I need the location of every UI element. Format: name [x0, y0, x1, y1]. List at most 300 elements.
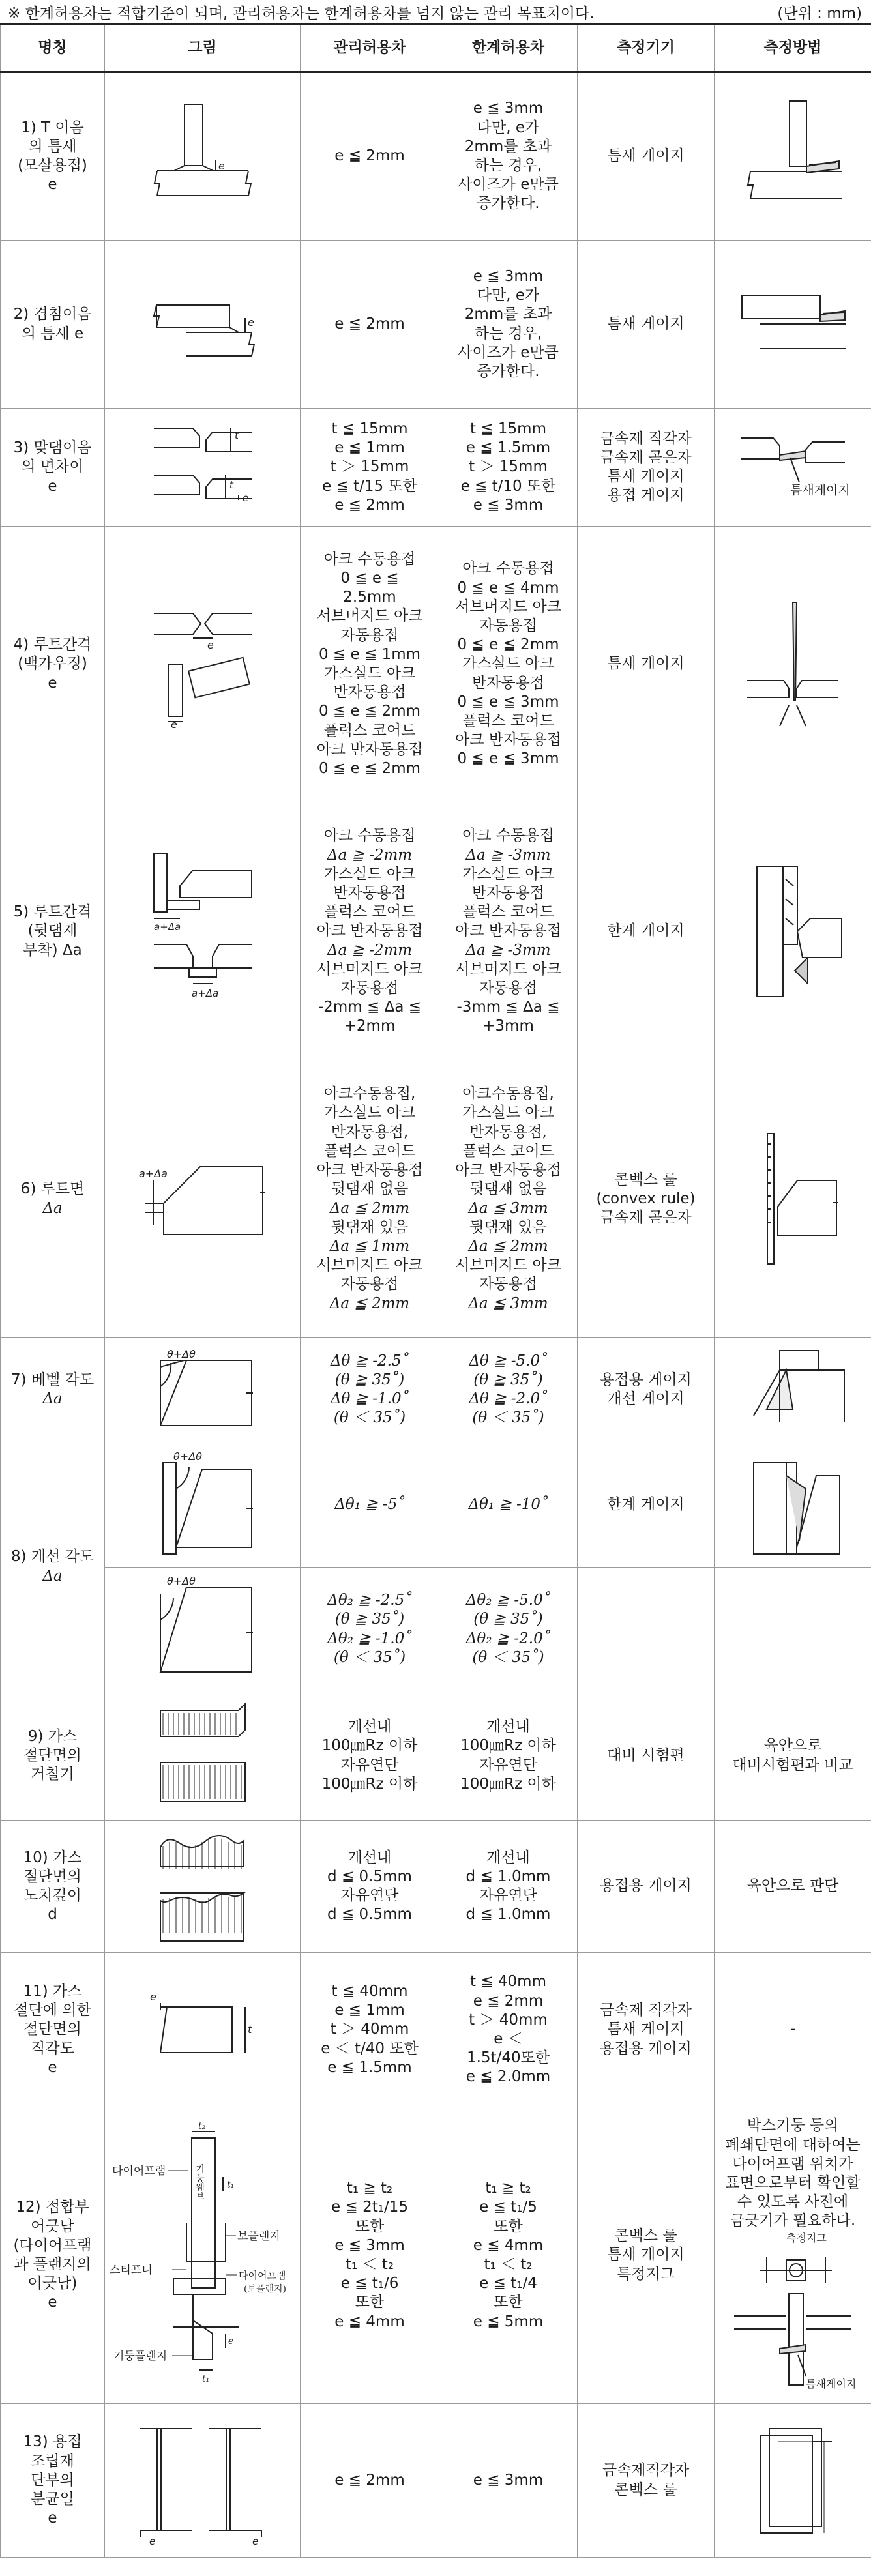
svg-text:e: e — [242, 492, 248, 504]
limit-line: 0 ≦ e ≦ 2mm — [457, 636, 559, 654]
svg-text:e: e — [207, 639, 214, 651]
limit-cell — [439, 1568, 578, 1691]
bevel-angle-figure — [147, 1347, 258, 1432]
figure-cell — [105, 1061, 301, 1338]
instrument-line: 금속제 직각자 — [600, 430, 692, 447]
limit-cell — [439, 409, 578, 527]
name-cell — [1, 1691, 105, 1821]
limit-line: 뒷댐재 없음 — [469, 1180, 547, 1198]
management-line: t ≦ 40mm — [331, 1982, 408, 2000]
svg-text:θ+Δθ: θ+Δθ — [173, 1450, 202, 1463]
table-row — [1, 2404, 871, 2558]
instrument-line: 틈새 게이지 — [607, 315, 685, 332]
limit-cell — [439, 1953, 578, 2107]
name-cell — [1, 527, 105, 802]
management-line: 가스실드 아크 — [323, 665, 416, 682]
table-row — [1, 1338, 871, 1442]
instrument-line: 콘벡스 룰 — [614, 1171, 677, 1188]
name-cell — [1, 1953, 105, 2107]
limit-line: 다만, e가 — [477, 119, 540, 136]
name-line: 4) 루트간격 — [13, 636, 92, 654]
name-line: d — [48, 1906, 57, 1924]
groove-angle-1-figure — [147, 1450, 258, 1560]
table-row — [1, 1953, 871, 2107]
limit-line: 또한 — [494, 2217, 523, 2235]
management-line: e ≦ 3mm — [334, 2236, 405, 2254]
label-gauge: 틈새게이지 — [806, 2377, 857, 2390]
svg-text:t: t — [234, 430, 239, 441]
limit-line: 반자동용접, — [469, 1123, 547, 1141]
table-row — [1, 1691, 871, 1821]
groove-gauge-figure — [741, 1450, 845, 1560]
name-line: 어긋남) — [27, 2275, 78, 2292]
svg-text:θ+Δθ: θ+Δθ — [166, 1574, 196, 1587]
management-line: Δa ≦ 2mm — [329, 1295, 410, 1312]
limit-line: Δa ≦ 2mm — [468, 1237, 548, 1255]
figure-cell — [105, 1821, 301, 1953]
limit-line: 0 ≦ e ≦ 4mm — [457, 579, 559, 596]
limit-line: e ≦ t₁/4 — [479, 2275, 537, 2292]
figure-cell — [105, 1338, 301, 1442]
table-row — [1, 1061, 871, 1338]
figure-cell — [105, 241, 301, 409]
limit-line: t₁ ≧ t₂ — [485, 2180, 531, 2197]
name-cell — [1, 1442, 105, 1691]
limit-cell — [439, 1338, 578, 1442]
limit-line: 다만, e가 — [477, 287, 540, 304]
limit-line: e ≦ 3mm — [473, 267, 544, 285]
management-line: e ＜ t/40 또한 — [321, 2040, 419, 2057]
name-cell — [1, 1821, 105, 1953]
name-line: e — [48, 2058, 57, 2076]
instrument-line: 용접용 게이지 — [600, 2040, 692, 2057]
name-line: 조립재 — [31, 2452, 74, 2470]
name-line: 3) 맞댐이음 — [13, 439, 92, 457]
limit-line: e ＜ — [494, 2030, 523, 2047]
limit-line: t ＞ 40mm — [469, 2011, 548, 2028]
instrument-cell — [578, 1821, 715, 1953]
name-line: (뒷댐재 — [27, 922, 78, 940]
name-cell — [1, 802, 105, 1061]
management-line: Δθ₁ ≧ -5˚ — [334, 1495, 405, 1513]
management-line: 서브머지드 아크 — [316, 1257, 423, 1274]
limit-line: 플럭스 코어드 — [462, 712, 554, 729]
name-line: 절단면의 — [23, 2021, 81, 2038]
name-line: 1) T 이음 — [21, 119, 84, 136]
limit-cell — [439, 527, 578, 802]
instrument-cell — [578, 527, 715, 802]
name-cell — [1, 2404, 105, 2558]
name-line: (모살용접) — [18, 157, 87, 174]
limit-line: e ≦ 2mm — [473, 1992, 544, 2010]
name-cell — [1, 1061, 105, 1338]
offset-gauge-figure — [728, 418, 858, 516]
label-diaphragm-2: 다이어프램 — [238, 2270, 286, 2281]
management-line: 아크 반자동용접 — [316, 922, 423, 940]
name-line: 9) 가스 — [27, 1727, 78, 1745]
method-line: 금긋기가 필요하다. — [730, 2212, 856, 2230]
method-line: 대비시험편과 비교 — [732, 1756, 853, 1774]
management-line: 가스실드 아크 — [323, 865, 416, 883]
name-line: 단부의 — [31, 2471, 74, 2489]
management-line: 자유연단 — [340, 1756, 399, 1774]
tolerance-table — [0, 23, 871, 2558]
limit-line: +3mm — [482, 1017, 534, 1035]
table-row — [1, 72, 871, 241]
limit-line: 또한 — [494, 2294, 523, 2311]
management-cell — [301, 802, 439, 1061]
management-line: e ≦ 1mm — [334, 2002, 405, 2019]
method-cell — [715, 2107, 871, 2404]
limit-cell — [439, 241, 578, 409]
management-line: 아크수동용접, — [323, 1085, 416, 1103]
limit-line: 0 ≦ e ≦ 3mm — [457, 693, 559, 710]
method-line: 육안으로 — [763, 1737, 822, 1755]
management-line: +2mm — [344, 1017, 396, 1035]
management-line: (θ ≧ 35˚) — [334, 1371, 405, 1388]
instrument-line: 금속제 곧은자 — [600, 448, 692, 466]
name-line: 7) 베벨 각도 — [10, 1371, 95, 1388]
management-line: Δa ≧ -2mm — [327, 846, 413, 864]
limit-line: 증가한다. — [477, 362, 540, 380]
limit-gauge-figure — [737, 853, 848, 1010]
management-line: 서브머지드 아크 — [316, 960, 423, 978]
limit-cell — [439, 2107, 578, 2404]
svg-text:t₁: t₁ — [226, 2180, 234, 2190]
management-line: d ≦ 0.5mm — [327, 1906, 412, 1924]
limit-line: Δa ≧ -3mm — [465, 941, 551, 959]
limit-line: Δa ≦ 3mm — [468, 1295, 548, 1312]
limit-line: 서브머지드 아크 — [455, 1257, 561, 1274]
limit-line: t₁ ＜ t₂ — [484, 2256, 533, 2273]
cut-squareness-figure — [147, 1987, 258, 2072]
method-line: 표면으로부터 확인할 — [725, 2174, 861, 2191]
table-note — [0, 0, 871, 22]
limit-line: (θ ≧ 35˚) — [473, 1611, 543, 1628]
management-line: e ≦ 2mm — [334, 315, 405, 332]
name-line: 절단면의 — [23, 1867, 81, 1885]
limit-line: e ≦ 2.0mm — [465, 2068, 551, 2086]
instrument-cell — [578, 1953, 715, 2107]
limit-line: 아크 수동용접 — [462, 827, 554, 845]
management-line: Δθ₂ ≧ -2.5˚ — [327, 1592, 412, 1609]
name-line: Δa — [42, 1390, 63, 1407]
instrument-line: 틈새 게이지 — [607, 2021, 685, 2038]
management-line: 2.5mm — [343, 589, 396, 606]
name-line: 8) 개선 각도 — [10, 1548, 95, 1566]
limit-line: Δθ ≧ -5.0˚ — [469, 1352, 548, 1369]
name-line: e — [48, 2510, 57, 2527]
label-stiffener: 스티프너 — [109, 2264, 153, 2277]
limit-line: 자유연단 — [479, 1887, 537, 1904]
limit-line: Δa ≦ 3mm — [468, 1199, 548, 1217]
limit-line: 하는 경우, — [474, 157, 542, 174]
name-line: 10) 가스 — [23, 1849, 82, 1866]
gap-gauge-label: 틈새게이지 — [790, 483, 850, 497]
gap-gauge-figure — [737, 95, 848, 218]
management-line: e ≦ 2mm — [334, 2471, 405, 2489]
figure-cell — [105, 527, 301, 802]
table-row — [1, 802, 871, 1061]
name-cell — [1, 2107, 105, 2404]
convex-rule-figure — [744, 1124, 842, 1274]
limit-line: 2mm를 초과 — [464, 138, 552, 155]
name-line: Δa — [42, 1199, 63, 1217]
name-line: 부착) Δa — [23, 941, 82, 959]
limit-line: -3mm ≦ Δa ≦ — [456, 999, 560, 1016]
instrument-line: 용접용 게이지 — [600, 1371, 692, 1388]
name-line: 직각도 — [31, 2040, 74, 2057]
management-line: t₁ ＜ t₂ — [345, 2256, 394, 2273]
limit-line: 자동용접 — [479, 1276, 537, 1293]
table-row — [1, 2107, 871, 2404]
management-line: Δa ≦ 1mm — [329, 1237, 410, 1255]
limit-line: 자유연단 — [479, 1756, 537, 1774]
limit-line: 플럭스 코어드 — [462, 903, 554, 921]
management-line: d ≦ 0.5mm — [327, 1867, 412, 1885]
limit-line: 개선내 — [486, 1849, 530, 1866]
end-measure-figure — [741, 2416, 845, 2546]
management-line: Δa ≧ -2mm — [327, 941, 413, 959]
instrument-line: 틈새 게이지 — [607, 2246, 685, 2264]
label-jig: 측정지그 — [786, 2231, 827, 2244]
instrument-cell — [578, 241, 715, 409]
instrument-cell — [578, 1568, 715, 1691]
limit-line: e ≦ 3mm — [473, 2471, 544, 2489]
cut-roughness-figure — [147, 1697, 258, 1815]
limit-line: e ≦ 1.5mm — [465, 439, 551, 457]
header-method: 측정방법 — [715, 25, 871, 72]
limit-line: 아크 반자동용접 — [455, 1162, 561, 1179]
name-line: 의 틈새 — [28, 138, 77, 155]
management-cell — [301, 1691, 439, 1821]
limit-line: e ≦ 4mm — [473, 2236, 544, 2254]
management-line: 자동용접 — [340, 980, 399, 997]
management-line: 플럭스 코어드 — [323, 903, 416, 921]
method-cell — [715, 409, 871, 527]
limit-line: 아크 반자동용접 — [455, 922, 561, 940]
figure-cell — [105, 2404, 301, 2558]
method-line: 육안으로 판단 — [746, 1877, 839, 1895]
name-line: 노치깊이 — [23, 1887, 81, 1904]
method-cell — [715, 1821, 871, 1953]
instrument-line: 틈새 게이지 — [607, 655, 685, 673]
header-figure: 그림 — [105, 25, 301, 72]
limit-line: e ≦ t₁/5 — [479, 2199, 537, 2216]
diaphragm-flange-offset-figure — [108, 2118, 297, 2392]
limit-line: 가스실드 아크 — [462, 655, 554, 673]
method-cell — [715, 1953, 871, 2107]
method-cell — [715, 241, 871, 409]
name-line: 5) 루트간격 — [13, 903, 92, 921]
label-column-web: 기둥웨브 — [194, 2164, 205, 2201]
management-cell — [301, 241, 439, 409]
limit-line: 가스실드 아크 — [462, 1104, 554, 1122]
management-line: 아크 수동용접 — [323, 827, 416, 845]
limit-line: 사이즈가 e만큼 — [458, 344, 559, 361]
method-cell — [715, 1568, 871, 1691]
management-cell — [301, 2404, 439, 2558]
limit-line: 아크 수동용접 — [462, 560, 554, 578]
limit-line: (θ ≧ 35˚) — [473, 1371, 543, 1388]
limit-line: 아크 반자동용접 — [455, 731, 561, 749]
name-line: 어긋남 — [31, 2217, 74, 2235]
instrument-cell — [578, 1691, 715, 1821]
name-line: 의 틈새 e — [21, 325, 84, 342]
instrument-line: 용접용 게이지 — [600, 1877, 692, 1895]
management-line: 0 ≦ e ≦ 1mm — [318, 645, 421, 663]
instrument-line: 콘벡스 룰 — [614, 2227, 677, 2245]
svg-text:e: e — [170, 718, 177, 729]
management-line: 아크 반자동용접 — [316, 740, 423, 758]
unit-label: (단위 : mm) — [777, 5, 862, 22]
instrument-line: 한계 게이지 — [607, 922, 685, 940]
management-line: e ≦ 2mm — [334, 496, 405, 514]
management-line: 반자동용접, — [331, 1123, 409, 1141]
management-line: 또한 — [355, 2294, 385, 2311]
instrument-cell — [578, 72, 715, 241]
management-line: 플럭스 코어드 — [323, 722, 416, 739]
name-cell — [1, 241, 105, 409]
management-line: e ≦ 2t₁/15 — [331, 2199, 408, 2216]
management-line: 개선내 — [347, 1718, 392, 1736]
name-line: 13) 용접 — [23, 2433, 82, 2451]
management-line: Δθ ≧ -1.0˚ — [330, 1390, 409, 1407]
figure-cell — [105, 409, 301, 527]
bevel-gauge-figure — [741, 1344, 845, 1435]
management-line: 자동용접 — [340, 626, 399, 644]
method-cell — [715, 527, 871, 802]
instrument-line: 개선 게이지 — [607, 1390, 685, 1407]
limit-line: e ≦ 3mm — [473, 100, 544, 117]
method-cell — [715, 1061, 871, 1338]
table-row — [1, 1568, 871, 1691]
instrument-line: 특정지그 — [617, 2265, 675, 2283]
limit-cell — [439, 802, 578, 1061]
header-limit: 한계허용차 — [439, 25, 578, 72]
limit-cell — [439, 72, 578, 241]
limit-cell — [439, 1061, 578, 1338]
limit-line: 1.5t/40또한 — [466, 2049, 550, 2067]
instrument-line: 틈새 게이지 — [607, 468, 685, 485]
figure-cell — [105, 802, 301, 1061]
management-line: 반자동용접 — [333, 684, 406, 701]
table-header-row — [1, 25, 871, 72]
figure-cell — [105, 2107, 301, 2404]
limit-line: d ≦ 1.0mm — [465, 1867, 551, 1885]
management-line: 0 ≦ e ≦ 2mm — [318, 760, 421, 778]
method-line: 다이어프램 위치가 — [732, 2155, 853, 2173]
instrument-line: (convex rule) — [596, 1190, 696, 1207]
instrument-cell — [578, 802, 715, 1061]
management-line: e ≦ t₁/6 — [340, 2275, 399, 2292]
limit-line: 자동용접 — [479, 980, 537, 997]
svg-text:t₂: t₂ — [198, 2121, 205, 2131]
management-line: (θ ＜ 35˚) — [333, 1648, 406, 1666]
label-flange: 보플랜지 — [237, 2230, 280, 2243]
root-face-figure — [138, 1154, 268, 1245]
management-line: Δθ ≧ -2.5˚ — [330, 1352, 409, 1369]
management-line: 개선내 — [347, 1849, 392, 1866]
svg-text:t: t — [247, 2023, 252, 2036]
name-line: e — [48, 176, 57, 194]
limit-line: 반자동용접 — [471, 884, 545, 901]
svg-text:t₁: t₁ — [201, 2374, 209, 2384]
figure-cell — [105, 72, 301, 241]
instrument-cell — [578, 2404, 715, 2558]
limit-line: t ≦ 15mm — [470, 420, 546, 437]
name-line: 2) 겹침이음 — [13, 306, 92, 323]
instrument-cell — [578, 409, 715, 527]
management-line: 100㎛Rz 이하 — [321, 1737, 418, 1755]
limit-cell — [439, 2404, 578, 2558]
limit-line: 사이즈가 e만큼 — [458, 176, 559, 194]
method-cell — [715, 802, 871, 1061]
table-row — [1, 409, 871, 527]
method-cell — [715, 1338, 871, 1442]
management-line: 또한 — [355, 2217, 385, 2235]
limit-line: t ≦ 40mm — [470, 1973, 546, 1991]
limit-line: 개선내 — [486, 1718, 530, 1736]
management-line: 플럭스 코어드 — [323, 1142, 416, 1160]
management-cell — [301, 1568, 439, 1691]
method-cell — [715, 2404, 871, 2558]
notch-depth-figure — [147, 1828, 258, 1945]
name-line: 의 면차이 — [21, 458, 84, 476]
name-line: 거칠기 — [31, 1766, 74, 1783]
limit-line: 100㎛Rz 이하 — [460, 1737, 556, 1755]
management-line: 0 ≦ e ≦ — [340, 569, 399, 587]
svg-text:e: e — [149, 2535, 155, 2546]
name-line: e — [48, 674, 57, 692]
svg-text:t: t — [229, 479, 233, 491]
limit-line: 하는 경우, — [474, 325, 542, 342]
svg-text:e: e — [252, 2535, 258, 2546]
limit-line: 반자동용접 — [471, 674, 545, 692]
method-cell — [715, 72, 871, 241]
instrument-line: 콘벡스 룰 — [614, 2481, 677, 2498]
management-line: Δa ≦ 2mm — [329, 1199, 410, 1217]
name-line: 절단면의 — [23, 1746, 81, 1764]
limit-line: 아크수동용접, — [462, 1085, 554, 1103]
limit-line: e ≦ 5mm — [473, 2313, 544, 2330]
label-flange-2: (보플랜지) — [243, 2284, 286, 2294]
method-line: 박스기둥 등의 — [746, 2117, 839, 2135]
svg-text:a+Δa: a+Δa — [191, 988, 218, 999]
management-line: 서브머지드 아크 — [316, 607, 423, 625]
limit-line: Δθ ≧ -2.0˚ — [469, 1390, 548, 1407]
management-line: e ≦ 4mm — [334, 2313, 405, 2330]
limit-line: Δθ₂ ≧ -2.0˚ — [465, 1630, 551, 1647]
root-gap-backgouging-figure — [147, 599, 258, 729]
limit-line: (θ ＜ 35˚) — [472, 1648, 544, 1666]
management-line: 0 ≦ e ≦ 2mm — [318, 703, 421, 720]
management-line: 자동용접 — [340, 1276, 399, 1293]
limit-line: 서브머지드 아크 — [455, 598, 561, 615]
limit-line: Δθ₁ ≧ -10˚ — [468, 1495, 548, 1513]
instrument-line: 틈새 게이지 — [607, 147, 685, 165]
management-line: 뒷댐재 없음 — [331, 1180, 409, 1198]
name-line: (백가우징) — [18, 655, 87, 673]
svg-text:e: e — [228, 2336, 233, 2347]
svg-text:a+Δa: a+Δa — [138, 1167, 168, 1180]
management-line: 가스실드 아크 — [323, 1104, 416, 1122]
table-row — [1, 1821, 871, 1953]
root-gap-gauge-figure — [741, 596, 845, 733]
table-row — [1, 527, 871, 802]
management-cell — [301, 1061, 439, 1338]
management-cell — [301, 72, 439, 241]
